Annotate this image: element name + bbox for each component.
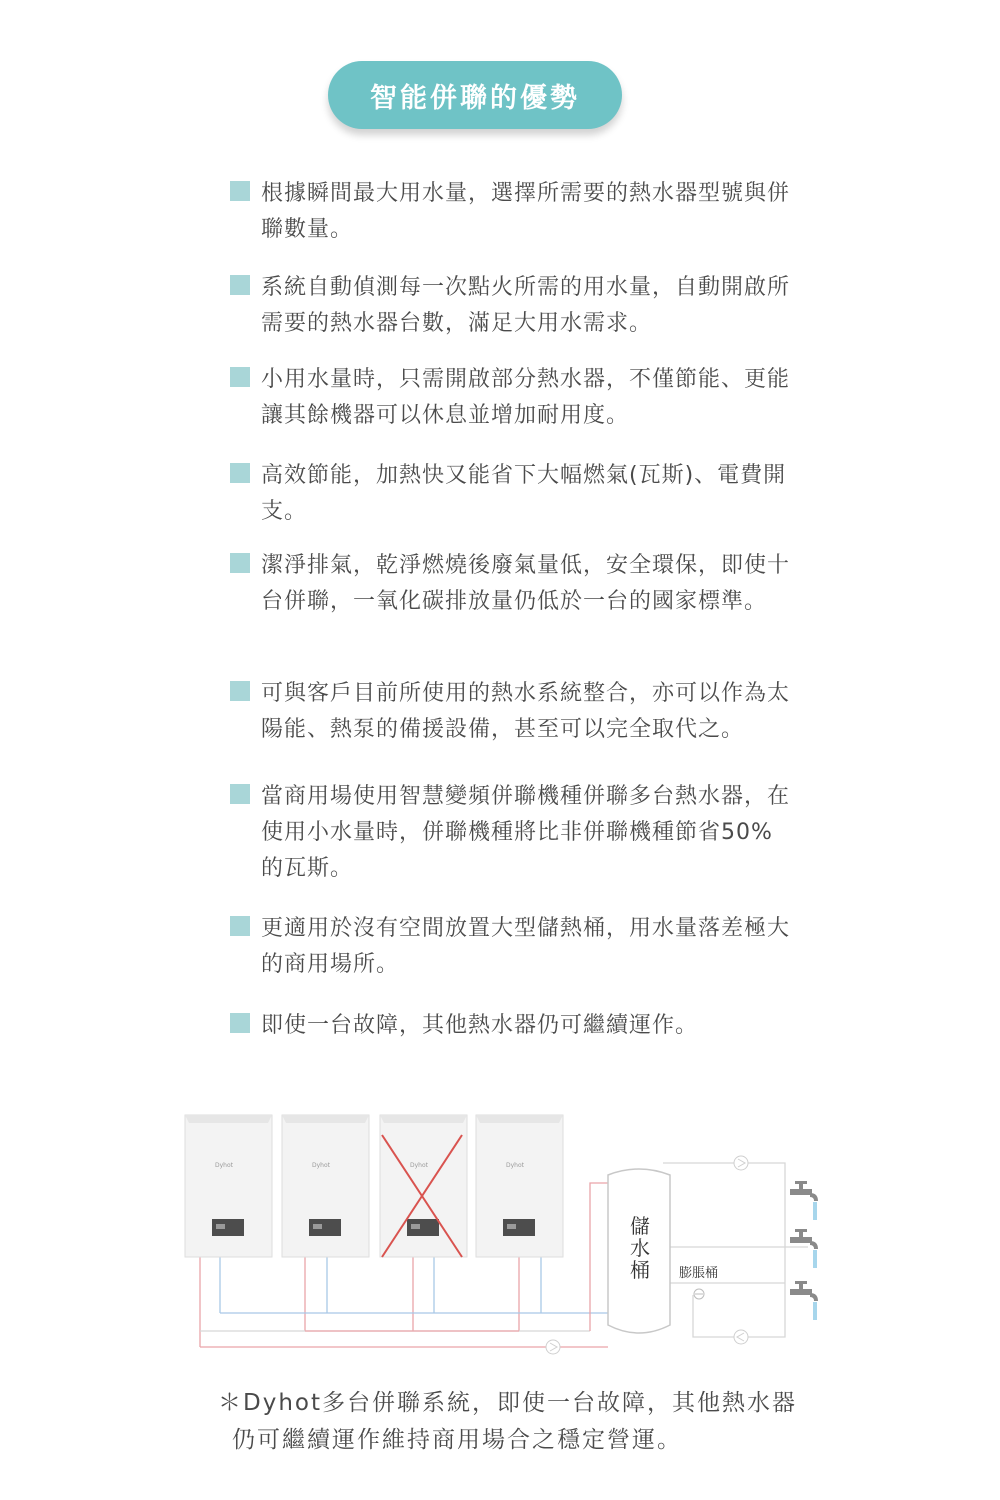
brand-logo: Dyhot — [410, 1162, 428, 1169]
bullet-square-icon — [230, 275, 250, 295]
advantage-text: 即使一台故障，其他熱水器仍可繼續運作。 — [261, 1013, 699, 1038]
bullet-square-icon — [230, 916, 250, 936]
heater-unit — [185, 1115, 272, 1257]
brand-logo: Dyhot — [215, 1162, 233, 1169]
heater-unit-failed — [380, 1115, 467, 1257]
storage-tank — [608, 1169, 670, 1333]
pump-icon — [546, 1340, 560, 1354]
advantage-text: 潔淨排氣，乾淨燃燒後廢氣量低，安全環保，即使十台併聯，一氧化碳排放量仍低於一台的國家標準。 — [261, 553, 791, 614]
faucet-icon — [790, 1229, 818, 1268]
bullet-square-icon — [230, 181, 250, 201]
advantage-text: 根據瞬間最大用水量，選擇所需要的熱水器型號與併聯數量。 — [261, 181, 791, 242]
advantage-item-6 — [230, 676, 790, 748]
bullet-square-icon — [230, 1013, 250, 1033]
advantage-item-3 — [230, 362, 790, 434]
brand-logo: Dyhot — [312, 1162, 330, 1169]
section-title: 智能併聯的優勢 — [328, 61, 622, 129]
pump-icon — [734, 1330, 748, 1344]
faucet-icon — [790, 1181, 818, 1220]
heater-unit — [476, 1115, 563, 1257]
advantage-text: 更適用於沒有空間放置大型儲熱桶，用水量落差極大的商用場所。 — [261, 916, 791, 977]
advantage-text: 可與客戶目前所使用的熱水系統整合，亦可以作為太陽能、熱泵的備援設備，甚至可以完全取代之。 — [261, 681, 791, 742]
advantage-text: 當商用場使用智慧變頻併聯機種併聯多台熱水器，在使用小水量時，併聯機種將比非併聯機種節省50%的瓦斯。 — [261, 784, 791, 881]
footnote-line-2: 仍可繼續運作維持商用場合之穩定營運。 — [232, 1427, 682, 1453]
tank-label-char: 儲 — [630, 1214, 650, 1238]
pump-icon — [734, 1156, 748, 1170]
heater-unit — [282, 1115, 369, 1257]
advantage-item-9 — [230, 1008, 790, 1044]
advantage-text: 小用水量時，只需開啟部分熱水器，不僅節能、更能讓其餘機器可以休息並增加耐用度。 — [261, 367, 791, 428]
footnote-line-1: ＊Dyhot多台併聯系統，即使一台故障，其他熱水器 — [218, 1390, 797, 1416]
faucet-icon — [790, 1281, 818, 1320]
bullet-square-icon — [230, 463, 250, 483]
bullet-square-icon — [230, 367, 250, 387]
advantage-text: 系統自動偵測每一次點火所需的用水量，自動開啟所需要的熱水器台數，滿足大用水需求。 — [261, 275, 791, 336]
parallel-system-diagram — [0, 1105, 1000, 1365]
advantage-item-7 — [230, 779, 790, 887]
bullet-square-icon — [230, 553, 250, 573]
advantage-item-1 — [230, 176, 790, 248]
brand-logo: Dyhot — [506, 1162, 524, 1169]
expansion-tank-label: 膨脹桶 — [679, 1266, 719, 1281]
bullet-square-icon — [230, 681, 250, 701]
footnote — [218, 1385, 838, 1459]
advantage-item-2 — [230, 270, 790, 342]
advantage-item-5 — [230, 548, 790, 620]
tank-label-char: 水 — [630, 1236, 650, 1260]
advantage-text: 高效節能，加熱快又能省下大幅燃氣(瓦斯)、電費開支。 — [261, 463, 787, 524]
advantage-item-8 — [230, 911, 790, 983]
bullet-square-icon — [230, 784, 250, 804]
advantage-item-4 — [230, 458, 790, 530]
tank-label-char: 桶 — [630, 1258, 650, 1282]
